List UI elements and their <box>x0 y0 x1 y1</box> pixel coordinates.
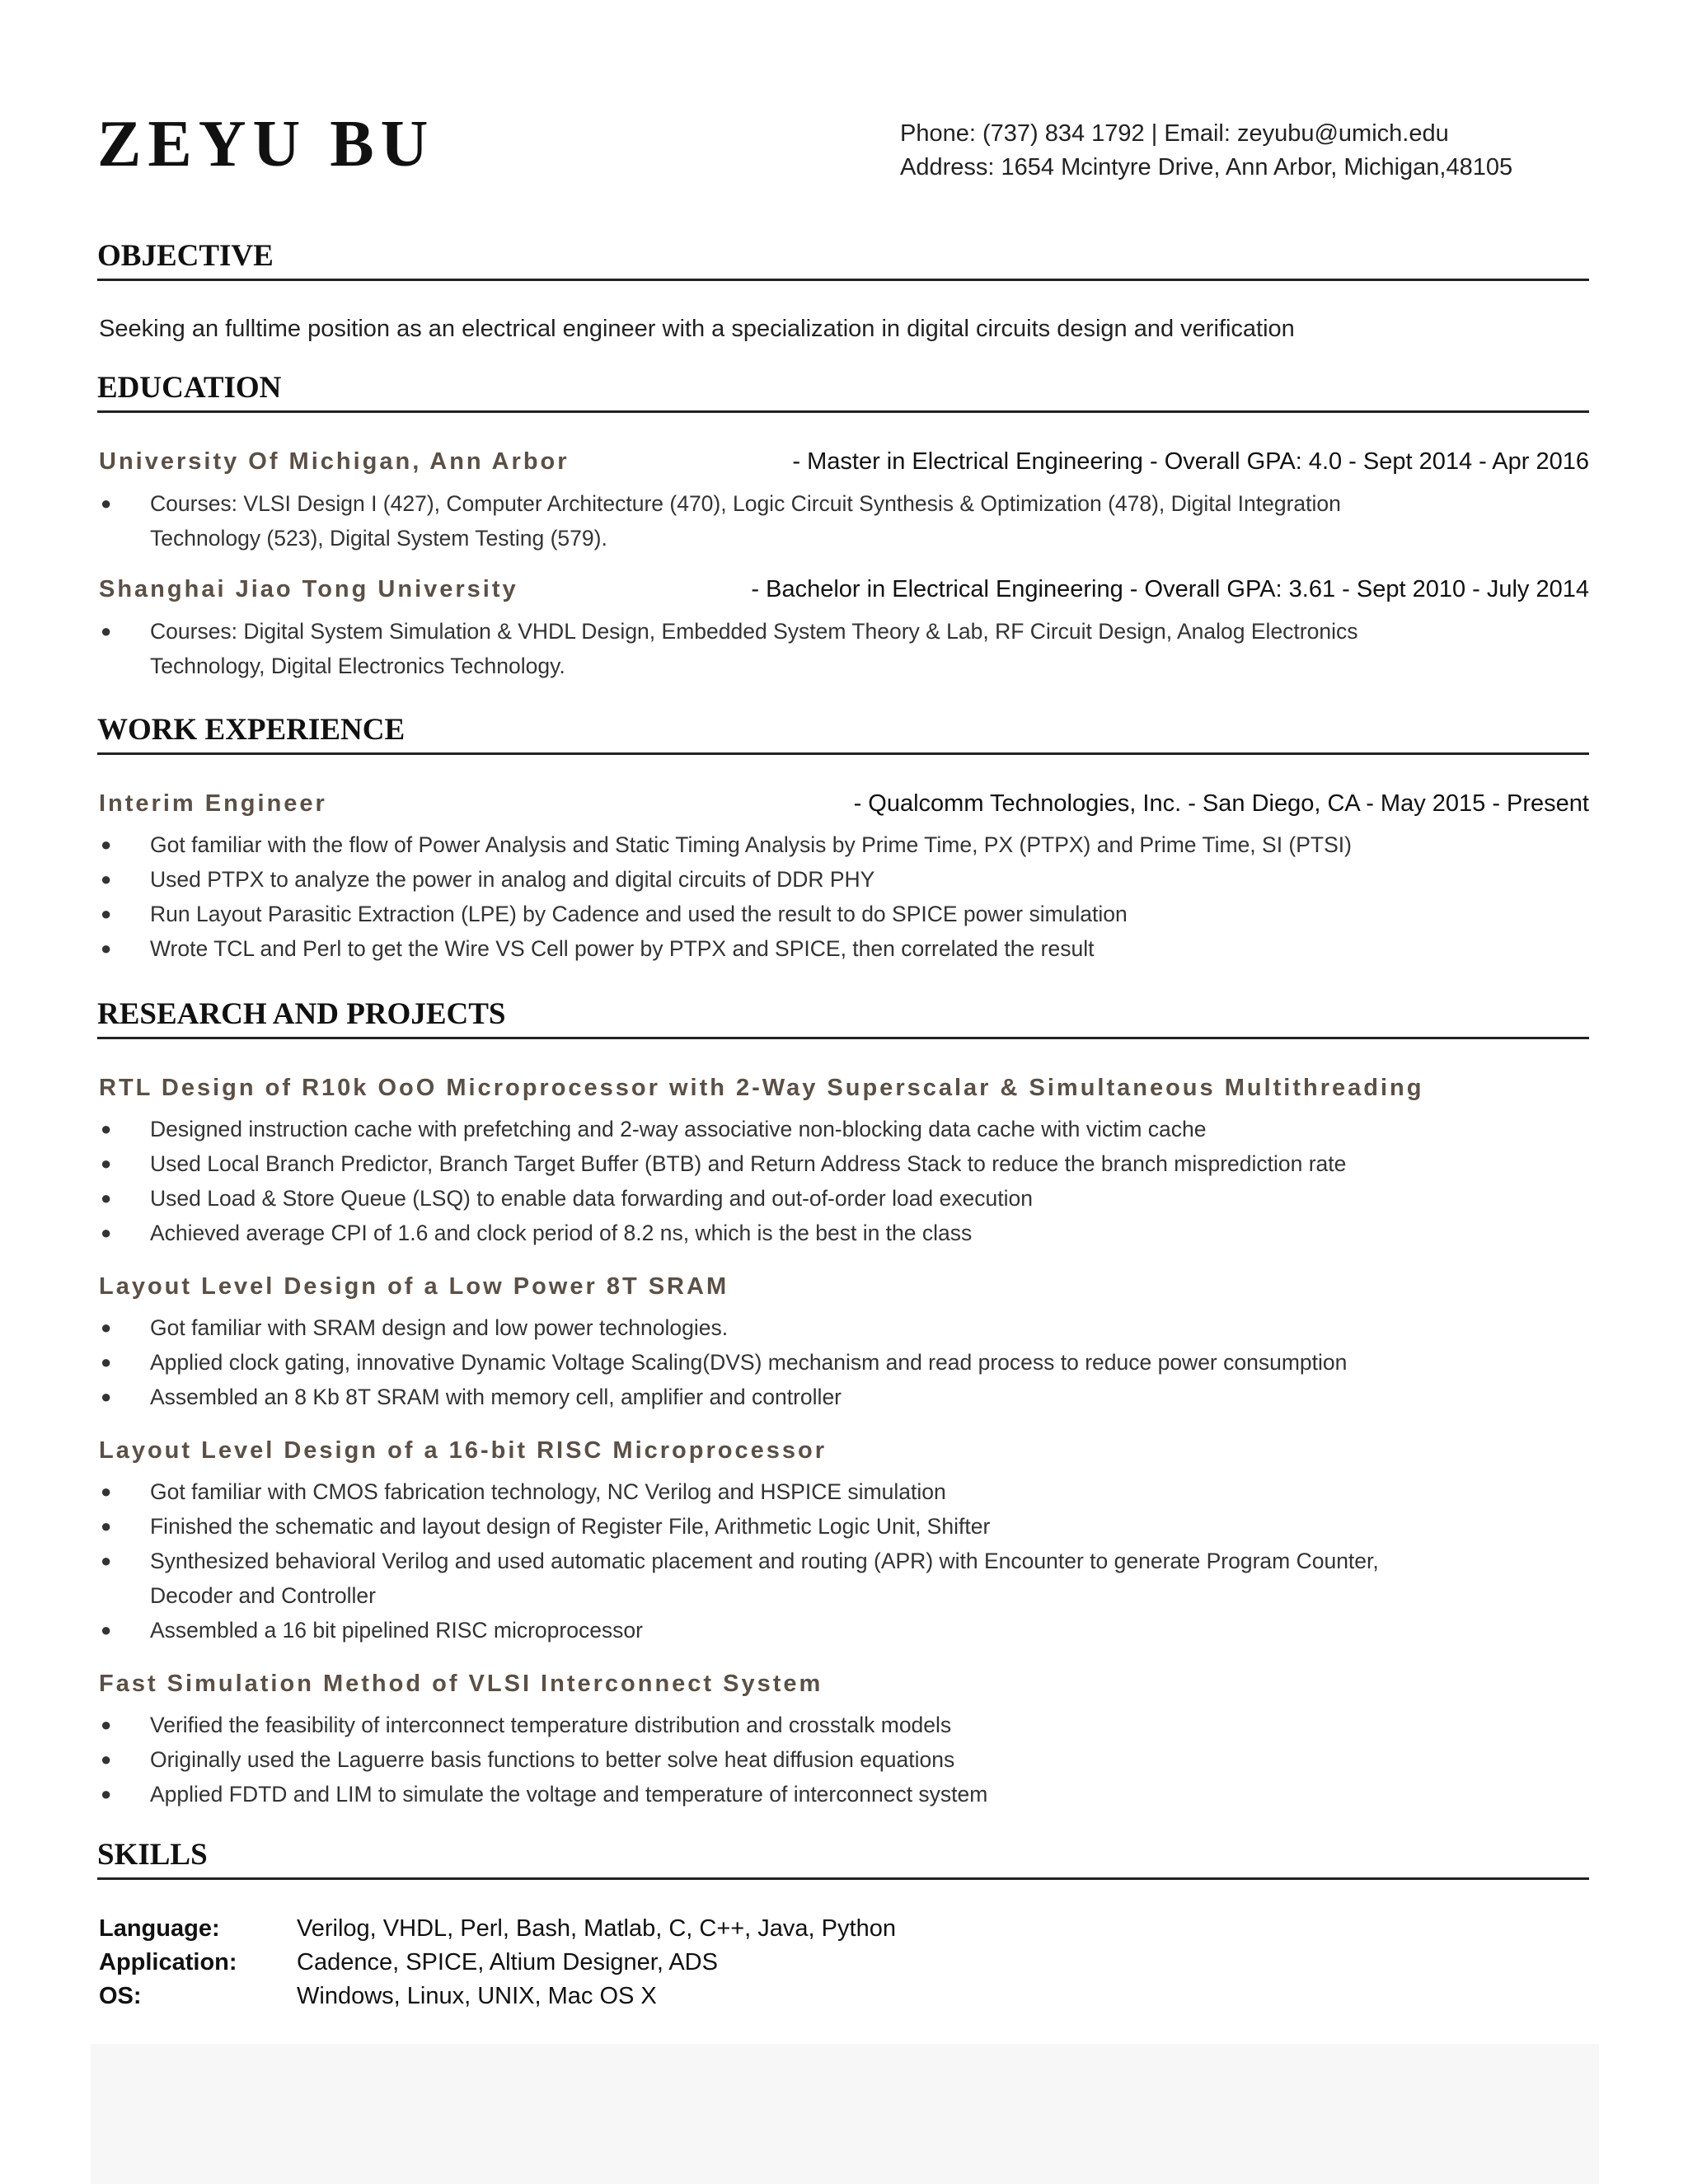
education-entry-umich <box>99 445 1589 478</box>
degree-detail: - Bachelor in Electrical Engineering - Overall GPA: 3.61 - Sept 2010 - July 2014 <box>751 576 1589 602</box>
bullet-icon: ● <box>101 869 112 889</box>
skill-value: Cadence, SPICE, Altium Designer, ADS <box>297 1949 718 1975</box>
list-item: ● Used PTPX to analyze the power in analog and digital circuits of DDR PHY <box>99 862 1451 897</box>
skill-value: Windows, Linux, UNIX, Mac OS X <box>297 1983 657 2009</box>
bullet-icon: ● <box>101 1153 112 1174</box>
sram-bullets <box>99 1310 1451 1414</box>
work-heading: WORK EXPERIENCE <box>97 713 1589 755</box>
skills-heading: SKILLS <box>97 1838 1589 1880</box>
umich-courses-list <box>99 486 1451 555</box>
list-item: ● Originally used the Laguerre basis functions to better solve heat diffusion equations <box>99 1742 1451 1777</box>
bullet-icon: ● <box>101 1516 112 1536</box>
list-item: ● Synthesized behavioral Verilog and used automatic placement and routing (APR) with Encounter to generate Program Counter, Decoder and Controller <box>99 1544 1451 1613</box>
vlsi-bullets <box>99 1708 1451 1811</box>
bullet-icon: ● <box>101 1386 112 1407</box>
job-detail: - Qualcomm Technologies, Inc. - San Diego, CA - May 2015 - Present <box>853 790 1589 817</box>
research-heading: RESEARCH AND PROJECTS <box>97 997 1589 1039</box>
bullet-icon: ● <box>101 1619 112 1640</box>
list-item: ● Wrote TCL and Perl to get the Wire VS Cell power by PTPX and SPICE, then correlated the result <box>99 931 1451 966</box>
project-title-r10k: RTL Design of R10k OoO Microprocessor with 2-Way Superscalar & Simultaneous Multithreading <box>99 1075 1424 1101</box>
bullet-icon: ● <box>101 1352 112 1372</box>
work-bullets <box>99 827 1451 966</box>
bullet-icon: ● <box>101 1222 112 1243</box>
objective-heading: OBJECTIVE <box>97 239 1589 281</box>
bullet-icon: ● <box>101 938 112 958</box>
bullet-icon: ● <box>101 1749 112 1769</box>
list-item: ● Finished the schematic and layout design of Register File, Arithmetic Logic Unit, Shifter <box>99 1509 1451 1544</box>
bullet-icon: ● <box>101 1481 112 1502</box>
list-item: ● Achieved average CPI of 1.6 and clock period of 8.2 ns, which is the best in the class <box>99 1216 1451 1250</box>
education-entry-sjtu <box>99 573 1589 606</box>
contact-address: Address: 1654 Mcintyre Drive, Ann Arbor, Michigan,48105 <box>900 154 1513 180</box>
list-item: ● Applied clock gating, innovative Dynamic Voltage Scaling(DVS) mechanism and read process to reduce power consumption <box>99 1345 1451 1380</box>
skill-row-application <box>99 1946 896 1980</box>
project-title-vlsi: Fast Simulation Method of VLSI Interconnect System <box>99 1671 823 1697</box>
skill-label: Application: <box>99 1949 237 1975</box>
job-title: Interim Engineer <box>99 790 327 817</box>
work-entry-qualcomm <box>99 787 1589 820</box>
r10k-bullets <box>99 1112 1451 1250</box>
bullet-icon: ● <box>101 1783 112 1804</box>
list-item: ● Used Load & Store Queue (LSQ) to enable data forwarding and out-of-order load execution <box>99 1181 1451 1216</box>
list-item: ● Used Local Branch Predictor, Branch Target Buffer (BTB) and Return Address Stack to reduce the branch misprediction rate <box>99 1146 1451 1181</box>
bullet-icon: ● <box>101 1317 112 1338</box>
project-title-risc: Layout Level Design of a 16-bit RISC Microprocessor <box>99 1437 827 1464</box>
skill-label: Language: <box>99 1915 220 1942</box>
list-item: ● Courses: Digital System Simulation & VHDL Design, Embedded System Theory & Lab, RF Circuit Design, Analog Electronics Technology, Digital Electronics Technology. <box>99 614 1451 683</box>
bullet-icon: ● <box>101 1188 112 1208</box>
project-title-sram: Layout Level Design of a Low Power 8T SRAM <box>99 1273 729 1300</box>
bullet-icon: ● <box>101 903 112 924</box>
skills-table <box>99 1912 896 2013</box>
contact-phone-email: Phone: (737) 834 1792 | Email: zeyubu@umich.edu <box>900 120 1449 147</box>
contact-info <box>900 117 1512 185</box>
list-item: ● Assembled a 16 bit pipelined RISC microprocessor <box>99 1613 1451 1647</box>
school-name: Shanghai Jiao Tong University <box>99 576 518 602</box>
school-name: University Of Michigan, Ann Arbor <box>99 448 570 475</box>
list-item: ● Got familiar with CMOS fabrication technology, NC Verilog and HSPICE simulation <box>99 1474 1451 1509</box>
list-item: ● Verified the feasibility of interconnect temperature distribution and crosstalk models <box>99 1708 1451 1742</box>
bullet-icon: ● <box>101 1550 112 1571</box>
skill-value: Verilog, VHDL, Perl, Bash, Matlab, C, C++, Java, Python <box>297 1915 896 1942</box>
bullet-icon: ● <box>101 621 112 641</box>
objective-text: Seeking an fulltime position as an electrical engineer with a specialization in digital circuits design and verification <box>99 316 1295 342</box>
bullet-icon: ● <box>101 1118 112 1139</box>
bullet-icon: ● <box>101 834 112 855</box>
candidate-name: ZEYU BU <box>97 108 435 180</box>
bullet-icon: ● <box>101 1714 112 1735</box>
degree-detail: - Master in Electrical Engineering - Overall GPA: 4.0 - Sept 2014 - Apr 2016 <box>792 448 1589 475</box>
list-item: ● Designed instruction cache with prefetching and 2-way associative non-blocking data cache with victim cache <box>99 1112 1451 1146</box>
list-item: ● Got familiar with SRAM design and low power technologies. <box>99 1310 1451 1345</box>
sjtu-courses-list <box>99 614 1451 683</box>
risc-bullets <box>99 1474 1451 1647</box>
page-bottom-background <box>91 2044 1599 2184</box>
skill-row-os <box>99 1980 896 2013</box>
list-item: ● Courses: VLSI Design I (427), Computer Architecture (470), Logic Circuit Synthesis & Optimization (478), Digital Integration Technology (523), Digital System Testing (579). <box>99 486 1451 555</box>
education-heading: EDUCATION <box>97 371 1589 413</box>
bullet-icon: ● <box>101 493 112 513</box>
list-item: ● Run Layout Parasitic Extraction (LPE) by Cadence and used the result to do SPICE power simulation <box>99 897 1451 931</box>
list-item: ● Assembled an 8 Kb 8T SRAM with memory cell, amplifier and controller <box>99 1380 1451 1414</box>
skill-label: OS: <box>99 1983 142 2009</box>
list-item: ● Got familiar with the flow of Power Analysis and Static Timing Analysis by Prime Time, PX (PTPX) and Prime Time, SI (PTSI) <box>99 827 1451 862</box>
list-item: ● Applied FDTD and LIM to simulate the voltage and temperature of interconnect system <box>99 1777 1451 1811</box>
skill-row-language <box>99 1912 896 1946</box>
